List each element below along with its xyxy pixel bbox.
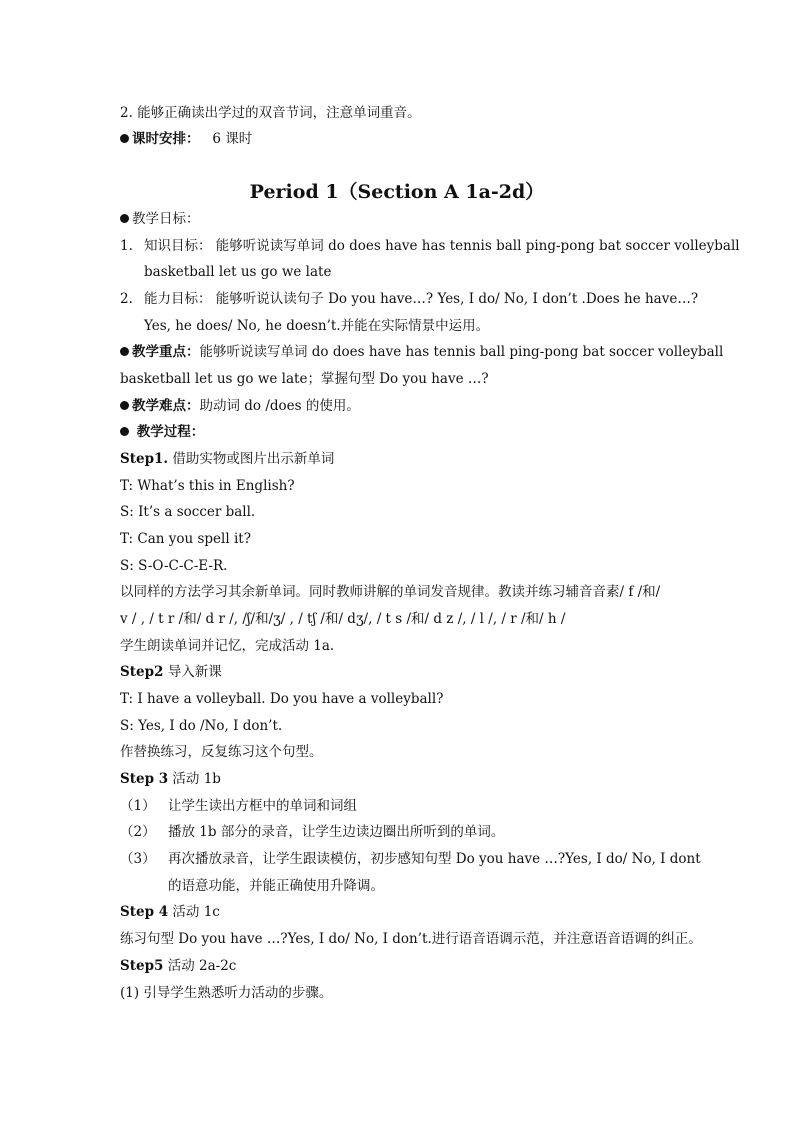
dialog-line: S: It’s a soccer ball. <box>120 504 256 520</box>
step-3-item-3-cont: 的语意功能，并能正确使用升降调。 <box>168 878 384 894</box>
phonetics-line: v / , / t r /和/ d r /, /ʃ/和/ʒ/ , / tʃ /和/ dʒ/, / t s /和/ d z /, / l /, / r /和/ h / <box>120 611 566 627</box>
dialog-line: S: Yes, I do /No, I don’t. <box>120 718 283 734</box>
paragraph-line: 练习句型 Do you have …?Yes, I do/ No, I don’t.进行语音语调示范，并注意语音语调的纠正。 <box>120 931 702 947</box>
step-2-heading: Step2 导入新课 <box>120 664 222 680</box>
objective-2-cont: Yes, he does/ No, he doesn’t.并能在实际情景中运用。 <box>144 318 490 334</box>
paragraph-line: 学生朗读单词并记忆，完成活动 1a. <box>120 638 335 654</box>
dialog-line: T: What’s this in English? <box>120 478 295 494</box>
bullet-icon <box>120 401 129 410</box>
key-points-cont: basketball let us go we late；掌握句型 Do you have …? <box>120 371 489 387</box>
step-5-item-1: (1) 引导学生熟悉听力活动的步骤。 <box>120 985 333 1001</box>
period-title: Period 1（Section A 1a-2d） <box>249 181 545 203</box>
step-3-heading: Step 3 活动 1b <box>120 771 221 787</box>
objective-1-cont: basketball let us go we late <box>144 264 332 280</box>
bullet-icon <box>120 214 129 223</box>
step-3-item-3: （3） 再次播放录音，让学生跟读模仿，初步感知句型 Do you have …?Yes, I do/ No, I dont <box>120 851 701 867</box>
step-3-item-1: （1） 让学生读出方框中的单词和词组 <box>120 798 357 814</box>
step-4-heading: Step 4 活动 1c <box>120 904 220 920</box>
dialog-line: T: Can you spell it? <box>120 531 251 547</box>
dialog-line: S: S-O-C-C-E-R. <box>120 558 228 574</box>
objective-1: 1. 知识目标： 能够听说读写单词 do does have has tennis ball ping-pong bat soccer volleyball <box>120 238 740 254</box>
bullet-icon <box>120 427 129 436</box>
bullet-icon <box>120 347 129 356</box>
bullet-icon <box>120 134 129 143</box>
step-5-heading: Step5 活动 2a-2c <box>120 958 237 974</box>
step-3-item-2: （2） 播放 1b 部分的录音，让学生边读边圈出所听到的单词。 <box>120 824 505 840</box>
dialog-line: T: I have a volleyball. Do you have a volleyball? <box>120 691 444 707</box>
step-1-heading: Step1. 借助实物或图片出示新单词 <box>120 451 335 467</box>
schedule-line: 课时安排： 6 课时 <box>120 129 252 149</box>
paragraph-line: 以同样的方法学习其余新单词。同时教师讲解的单词发音规律。教读并练习辅音音素/ f /和/ <box>120 584 661 600</box>
goal-line-2: 2. 能够正确读出学过的双音节词，注意单词重音。 <box>120 105 421 121</box>
objectives-heading: 教学日标： <box>120 209 200 229</box>
paragraph-line: 作替换练习，反复练习这个句型。 <box>120 744 323 760</box>
objective-2: 2. 能力目标： 能够听说认读句子 Do you have…? Yes, I do/ No, I don’t .Does he have…? <box>120 291 699 307</box>
difficulties: 教学难点：助动词 do /does 的使用。 <box>120 396 360 416</box>
key-points: 教学重点：能够听说读写单词 do does have has tennis ball ping-pong bat soccer volleyball <box>120 342 723 362</box>
process-heading: 教学过程： <box>120 422 204 442</box>
